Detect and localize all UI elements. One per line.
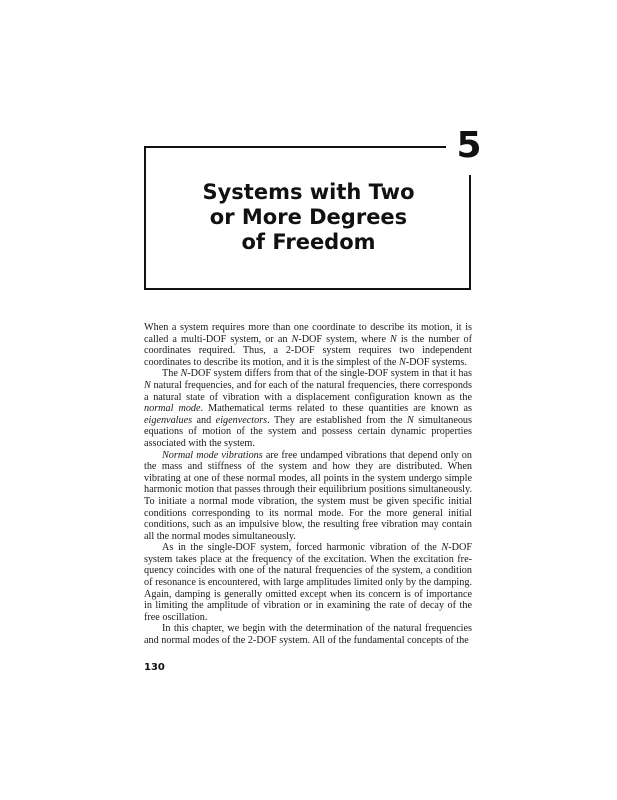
- italic-text: N: [390, 333, 397, 345]
- chapter-title-line: of Freedom: [241, 230, 376, 254]
- chapter-title: [180, 180, 437, 255]
- body-paragraph: [144, 542, 472, 623]
- italic-text: N: [441, 542, 449, 554]
- body-paragraph: [144, 322, 472, 368]
- chapter-box-right-rule: [469, 175, 471, 290]
- chapter-title-line: or More Degrees: [209, 205, 408, 229]
- text-run: -DOF systems.: [405, 356, 467, 368]
- text-run: and: [192, 414, 216, 426]
- body-paragraph: [144, 368, 472, 449]
- italic-text: Normal mode vibrations: [162, 449, 263, 461]
- italic-text: eigenvectors: [215, 414, 268, 426]
- text-run: When a system requires more than one coordinate to describe its motion, it is called a multi-DOF system, or an: [144, 322, 472, 345]
- text-run: The: [162, 368, 181, 380]
- text-run: natural frequencies, and for each of the natural frequencies, there corresponds a natural state of vibration with a displacement configuration known as the: [144, 379, 472, 403]
- chapter-number: 5: [456, 125, 482, 166]
- body-text: [144, 322, 472, 647]
- text-run: . Mathematical terms related to these quantities are known as: [200, 403, 472, 415]
- italic-text: N: [180, 368, 188, 380]
- text-run: -DOF system, where: [298, 333, 391, 345]
- text-run: simultaneous equations of motion of the system and possess certain dynamic properties associated with the system.: [144, 414, 472, 449]
- italic-text: normal mode: [144, 403, 201, 415]
- italic-text: N: [291, 333, 299, 345]
- body-paragraph: [144, 623, 472, 646]
- text-run: is the number of coordinates required. Thus, a 2-DOF system requires two independent coordinates to describe its motion, and it is the simplest of the: [144, 333, 472, 368]
- text-run: As in the single-DOF system, forced harmonic vibration of the: [162, 542, 442, 554]
- body-paragraph: [144, 450, 472, 543]
- text-run: -DOF system differs from that of the single-DOF system in that it has: [187, 368, 472, 380]
- chapter-title-line: Systems with Two: [202, 180, 415, 204]
- page-number: 130: [144, 662, 165, 673]
- italic-text: N: [144, 379, 151, 391]
- text-run: . They are established from the: [267, 414, 407, 426]
- italic-text: eigenvalues: [144, 414, 193, 426]
- italic-text: N: [407, 414, 414, 426]
- text-run: -DOF system takes place at the frequency of the excitation. When the excitation frequency coincides with one of the natural frequencies of the system, a condition of resonance is encountered, with large amplitudes limited only by the damping. Again, damping is generally omitted except when its concern is of importance in limiting the amplitude of vibration or in examining the rate of decay of the free oscillation.: [144, 542, 472, 623]
- text-run: are free undamped vibrations that depend only on the mass and stiffness of the system and how they are distributed. When vibrating at one of these normal modes, all points in the system undergo simple harmonic motion that passes through their equilibrium positions simultaneously. To initiate a normal mode vibration, the system must be given specific initial conditions corresponding to its normal mode. For the more general initial conditions, such as an impulsive blow, the resulting free vibration may contain all the normal modes simultaneously.: [144, 449, 472, 542]
- text-run: In this chapter, we begin with the determination of the natural frequencies and normal modes of the 2-DOF system. All of the fundamental concepts of the: [144, 623, 472, 647]
- italic-text: N: [398, 356, 406, 368]
